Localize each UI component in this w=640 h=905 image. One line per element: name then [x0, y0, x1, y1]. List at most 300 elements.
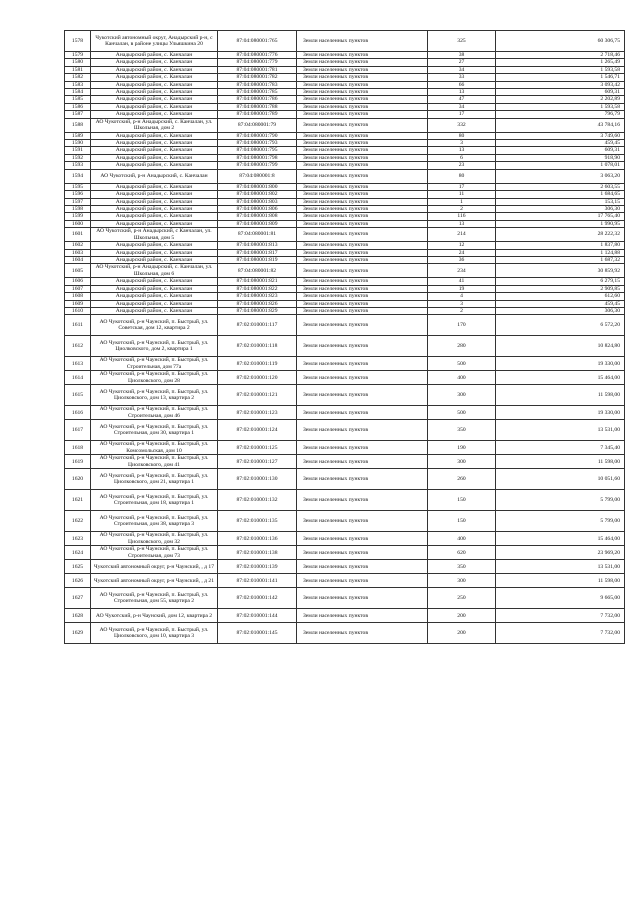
row-number-cell: 1618: [65, 441, 91, 455]
area-cell: 170: [428, 315, 496, 336]
address-cell: АО Чукотский, р-н Чаунский, п. Быстрый, ул. Советская, дом 12, квартира 2: [91, 315, 218, 336]
area-cell: 300: [428, 574, 496, 588]
cadastral-value-cell: 2 603,55: [496, 183, 625, 190]
cadastral-number-cell: 87:02:010001:125: [218, 441, 297, 455]
land-category-cell: Земли населенных пунктов: [297, 588, 428, 609]
cadastral-value-cell: 5 799,00: [496, 490, 625, 511]
area-cell: 34: [428, 103, 496, 110]
land-category-cell: Земли населенных пунктов: [297, 52, 428, 59]
address-cell: Анадырский район, с. Канчалан: [91, 191, 218, 198]
cadastral-value-cell: 6 572,20: [496, 315, 625, 336]
table-row: [65, 278, 625, 285]
land-category-cell: Земли населенных пунктов: [297, 357, 428, 371]
land-category-cell: Земли населенных пунктов: [297, 147, 428, 154]
area-cell: 260: [428, 469, 496, 490]
address-cell: Анадырский район, с. Канчалан: [91, 59, 218, 66]
address-cell: АО Чукотский, р-н Чаунский, п. Быстрый, ул. Циолковского, дом 32: [91, 532, 218, 546]
table-row: [65, 213, 625, 220]
table-row: [65, 256, 625, 263]
cadastral-value-cell: 1 078,01: [496, 162, 625, 169]
row-number-cell: 1622: [65, 511, 91, 532]
land-category-cell: Земли населенных пунктов: [297, 249, 428, 256]
area-cell: 19: [428, 285, 496, 292]
area-cell: 12: [428, 242, 496, 249]
area-cell: 36: [428, 256, 496, 263]
row-number-cell: 1608: [65, 293, 91, 300]
cadastral-number-cell: 87:04:080001:798: [218, 154, 297, 161]
area-cell: 620: [428, 546, 496, 560]
row-number-cell: 1590: [65, 140, 91, 147]
cadastral-value-cell: 1 546,71: [496, 74, 625, 81]
cadastral-number-cell: 87:04:080001:781: [218, 66, 297, 73]
table-row: [65, 511, 625, 532]
row-number-cell: 1609: [65, 300, 91, 307]
cadastral-value-cell: 28 222,32: [496, 228, 625, 242]
cadastral-number-cell: 87:04:080001:789: [218, 111, 297, 118]
row-number-cell: 1595: [65, 183, 91, 190]
row-number-cell: 1627: [65, 588, 91, 609]
address-cell: АО Чукотский, р-н Чаунский, п. Быстрый, ул. Комсомольская, дом 10: [91, 441, 218, 455]
address-cell: АО Чукотский, р-н Чаунский, п. Быстрый, ул. Строительная, дом 38, квартира 3: [91, 511, 218, 532]
cadastral-number-cell: 87:04:080001:813: [218, 242, 297, 249]
cadastral-number-cell: 87:02:010001:145: [218, 623, 297, 644]
row-number-cell: 1621: [65, 490, 91, 511]
row-number-cell: 1600: [65, 220, 91, 227]
cadastral-number-cell: 87:04:080001:829: [218, 307, 297, 314]
cadastral-number-cell: 87:02:010001:127: [218, 455, 297, 469]
address-cell: Анадырский район, с. Канчалан: [91, 278, 218, 285]
cadastral-value-cell: 43 784,16: [496, 118, 625, 132]
cadastral-number-cell: 87:04:080001:806: [218, 205, 297, 212]
area-cell: 300: [428, 455, 496, 469]
cadastral-number-cell: 87:02:010001:141: [218, 574, 297, 588]
cadastral-number-cell: 87:02:010001:144: [218, 609, 297, 623]
cadastral-value-cell: 1 990,95: [496, 220, 625, 227]
row-number-cell: 1620: [65, 469, 91, 490]
area-cell: 23: [428, 162, 496, 169]
land-category-cell: Земли населенных пунктов: [297, 220, 428, 227]
land-category-cell: Земли населенных пунктов: [297, 336, 428, 357]
cadastral-number-cell: 87:04:080001:782: [218, 74, 297, 81]
row-number-cell: 1603: [65, 249, 91, 256]
address-cell: АО Чукотский, р-н Чаунский, п. Быстрый, ул. Строительная, дом 46: [91, 406, 218, 420]
area-cell: 150: [428, 511, 496, 532]
area-cell: 11: [428, 191, 496, 198]
cadastral-value-cell: 7 732,00: [496, 623, 625, 644]
land-category-cell: Земли населенных пунктов: [297, 441, 428, 455]
land-category-cell: Земли населенных пунктов: [297, 198, 428, 205]
row-number-cell: 1588: [65, 118, 91, 132]
address-cell: АО Чукотский, р-н Чаунский, п. Быстрый, ул. Циолковского, дом 2, квартира 1: [91, 336, 218, 357]
address-cell: Анадырский район, с. Канчалан: [91, 89, 218, 96]
row-number-cell: 1625: [65, 560, 91, 574]
cadastral-number-cell: 87:02:010001:142: [218, 588, 297, 609]
address-cell: Анадырский район, с. Канчалан: [91, 293, 218, 300]
area-cell: 2: [428, 205, 496, 212]
cadastral-value-cell: 2 718,46: [496, 52, 625, 59]
cadastral-number-cell: 87:02:010001:123: [218, 406, 297, 420]
address-cell: Анадырский район, с. Канчалан: [91, 205, 218, 212]
area-cell: 41: [428, 278, 496, 285]
table-row: [65, 441, 625, 455]
cadastral-value-cell: 13 531,00: [496, 420, 625, 441]
address-cell: АО Чукотский, р-н Анадырский, с Канчалан, ул. Школьная, дом 5: [91, 228, 218, 242]
cadastral-number-cell: 87:02:010001:138: [218, 546, 297, 560]
table-row: [65, 588, 625, 609]
table-body: [65, 31, 625, 644]
address-cell: Анадырский район, с. Канчалан: [91, 198, 218, 205]
row-number-cell: 1614: [65, 371, 91, 385]
cadastral-number-cell: 87:04:080001:788: [218, 103, 297, 110]
address-cell: Анадырский район, с. Канчалан: [91, 220, 218, 227]
land-category-cell: Земли населенных пунктов: [297, 132, 428, 139]
cadastral-number-cell: 87:02:010001:124: [218, 420, 297, 441]
row-number-cell: 1624: [65, 546, 91, 560]
address-cell: АО Чукотский, р-н Чаунский, п. Быстрый, ул. Циолковского, дом 13, квартира 2: [91, 385, 218, 406]
table-row: [65, 469, 625, 490]
table-row: [65, 147, 625, 154]
cadastral-number-cell: 87:04:080001:82: [218, 264, 297, 278]
row-number-cell: 1579: [65, 52, 91, 59]
address-cell: Анадырский район, с. Канчалан: [91, 256, 218, 263]
area-cell: 350: [428, 560, 496, 574]
address-cell: Анадырский район, с. Канчалан: [91, 249, 218, 256]
land-category-cell: Земли населенных пунктов: [297, 205, 428, 212]
table-row: [65, 455, 625, 469]
land-category-cell: Земли населенных пунктов: [297, 213, 428, 220]
land-category-cell: Земли населенных пунктов: [297, 278, 428, 285]
land-category-cell: Земли населенных пунктов: [297, 371, 428, 385]
cadastral-value-cell: 796,79: [496, 111, 625, 118]
cadastral-number-cell: 87:02:010001:135: [218, 511, 297, 532]
row-number-cell: 1605: [65, 264, 91, 278]
cadastral-value-cell: 459,45: [496, 140, 625, 147]
cadastral-value-cell: 1 265,49: [496, 59, 625, 66]
address-cell: Анадырский район, с. Канчалан: [91, 52, 218, 59]
row-number-cell: 1607: [65, 285, 91, 292]
cadastral-number-cell: 87:04:080001:808: [218, 213, 297, 220]
table-row: [65, 336, 625, 357]
address-cell: АО Чукотский, р-н Чаунский, п. Быстрый, ул. Строительная, дом 30, квартира 1: [91, 420, 218, 441]
cadastral-number-cell: 87:02:010001:120: [218, 371, 297, 385]
cadastral-value-cell: 2 909,85: [496, 285, 625, 292]
land-category-cell: Земли населенных пунктов: [297, 183, 428, 190]
address-cell: Анадырский район, с. Канчалан: [91, 111, 218, 118]
row-number-cell: 1629: [65, 623, 91, 644]
cadastral-value-cell: 7 345,40: [496, 441, 625, 455]
cadastral-number-cell: 87:04:080001:817: [218, 249, 297, 256]
table-row: [65, 609, 625, 623]
area-cell: 150: [428, 490, 496, 511]
land-category-cell: Земли населенных пунктов: [297, 96, 428, 103]
table-row: [65, 140, 625, 147]
land-category-cell: Земли населенных пунктов: [297, 560, 428, 574]
land-category-cell: Земли населенных пунктов: [297, 66, 428, 73]
area-cell: 2: [428, 307, 496, 314]
land-plots-table: [64, 30, 625, 644]
cadastral-value-cell: 3 093,42: [496, 81, 625, 88]
row-number-cell: 1601: [65, 228, 91, 242]
row-number-cell: 1610: [65, 307, 91, 314]
cadastral-value-cell: 306,30: [496, 307, 625, 314]
cadastral-value-cell: 15 464,00: [496, 371, 625, 385]
table-row: [65, 118, 625, 132]
area-cell: 13: [428, 220, 496, 227]
cadastral-value-cell: 7 732,00: [496, 609, 625, 623]
land-category-cell: Земли населенных пунктов: [297, 256, 428, 263]
cadastral-value-cell: 19 330,00: [496, 406, 625, 420]
row-number-cell: 1606: [65, 278, 91, 285]
address-cell: Анадырский район, с. Канчалан: [91, 162, 218, 169]
row-number-cell: 1613: [65, 357, 91, 371]
cadastral-number-cell: 87:04:080001:800: [218, 183, 297, 190]
address-cell: АО Чукотский, р-н Чаунский, п. Быстрый, ул. Циолковского, дом 41: [91, 455, 218, 469]
area-cell: 80: [428, 132, 496, 139]
cadastral-number-cell: 87:02:010001:118: [218, 336, 297, 357]
cadastral-number-cell: 87:04:080001:802: [218, 191, 297, 198]
cadastral-value-cell: 5 799,00: [496, 511, 625, 532]
area-cell: 4: [428, 293, 496, 300]
land-category-cell: Земли населенных пунктов: [297, 315, 428, 336]
cadastral-value-cell: 10 051,60: [496, 469, 625, 490]
row-number-cell: 1596: [65, 191, 91, 198]
table-row: [65, 285, 625, 292]
row-number-cell: 1591: [65, 147, 91, 154]
table-row: [65, 96, 625, 103]
table-row: [65, 66, 625, 73]
table-row: [65, 169, 625, 183]
area-cell: 190: [428, 441, 496, 455]
area-cell: 400: [428, 371, 496, 385]
cadastral-value-cell: 3 063,20: [496, 169, 625, 183]
row-number-cell: 1597: [65, 198, 91, 205]
address-cell: Анадырский район, с. Канчалан: [91, 132, 218, 139]
land-category-cell: Земли населенных пунктов: [297, 191, 428, 198]
area-cell: 80: [428, 169, 496, 183]
area-cell: 332: [428, 118, 496, 132]
address-cell: Чукотский автономный округ, р-н Чаунский, , д 17: [91, 560, 218, 574]
table-row: [65, 490, 625, 511]
address-cell: Анадырский район, с. Канчалан: [91, 81, 218, 88]
table-row: [65, 198, 625, 205]
area-cell: 27: [428, 59, 496, 66]
cadastral-number-cell: 87:02:010001:121: [218, 385, 297, 406]
area-cell: 300: [428, 385, 496, 406]
table-row: [65, 574, 625, 588]
row-number-cell: 1593: [65, 162, 91, 169]
table-row: [65, 249, 625, 256]
cadastral-value-cell: 9 665,00: [496, 588, 625, 609]
address-cell: Чукотский автономный округ, р-н Чаунский, , д 21: [91, 574, 218, 588]
area-cell: 200: [428, 623, 496, 644]
land-category-cell: Земли населенных пунктов: [297, 81, 428, 88]
table-row: [65, 74, 625, 81]
row-number-cell: 1599: [65, 213, 91, 220]
cadastral-value-cell: 2 202,89: [496, 96, 625, 103]
address-cell: Анадырский район, с. Канчалан: [91, 285, 218, 292]
row-number-cell: 1616: [65, 406, 91, 420]
cadastral-number-cell: 87:02:010001:130: [218, 469, 297, 490]
address-cell: Анадырский район, с. Канчалан: [91, 147, 218, 154]
row-number-cell: 1587: [65, 111, 91, 118]
row-number-cell: 1623: [65, 532, 91, 546]
cadastral-number-cell: 87:04:080001:81: [218, 228, 297, 242]
table-row: [65, 89, 625, 96]
area-cell: 33: [428, 74, 496, 81]
cadastral-number-cell: 87:04:080001:819: [218, 256, 297, 263]
row-number-cell: 1585: [65, 96, 91, 103]
area-cell: 400: [428, 532, 496, 546]
area-cell: 200: [428, 609, 496, 623]
row-number-cell: 1578: [65, 31, 91, 52]
land-category-cell: Земли населенных пунктов: [297, 300, 428, 307]
cadastral-value-cell: 612,60: [496, 293, 625, 300]
cadastral-value-cell: 11 598,00: [496, 385, 625, 406]
area-cell: 38: [428, 52, 496, 59]
cadastral-value-cell: 6 279,15: [496, 278, 625, 285]
row-number-cell: 1598: [65, 205, 91, 212]
land-category-cell: Земли населенных пунктов: [297, 59, 428, 66]
area-cell: 234: [428, 264, 496, 278]
cadastral-number-cell: 87:04:080001:809: [218, 220, 297, 227]
address-cell: АО Чукотский, р-н Чаунский, п. Быстрый, ул. Строительная, дом 77а: [91, 357, 218, 371]
area-cell: 500: [428, 406, 496, 420]
cadastral-number-cell: 87:02:010001:119: [218, 357, 297, 371]
area-cell: 47: [428, 96, 496, 103]
address-cell: АО Чукотский, р-н Чаунский, п. Быстрый, ул. Строительная, дом 18, квартира 1: [91, 490, 218, 511]
table-row: [65, 52, 625, 59]
row-number-cell: 1611: [65, 315, 91, 336]
cadastral-number-cell: 87:04:080001:783: [218, 81, 297, 88]
address-cell: Анадырский район, с. Канчалан: [91, 74, 218, 81]
table-row: [65, 103, 625, 110]
row-number-cell: 1626: [65, 574, 91, 588]
land-category-cell: Земли населенных пунктов: [297, 242, 428, 249]
table-row: [65, 111, 625, 118]
table-row: [65, 228, 625, 242]
table-row: [65, 59, 625, 66]
address-cell: АО Чукотский, р-н Чаунский, п. Быстрый, ул. Циолковского, дом 21, квартира 1: [91, 469, 218, 490]
cadastral-value-cell: 153,15: [496, 198, 625, 205]
land-category-cell: Земли населенных пунктов: [297, 264, 428, 278]
area-cell: 3: [428, 140, 496, 147]
address-cell: АО Чукотский, р-н Чаунский, п. Быстрый, ул. Строительная, дом 55, квартира 2: [91, 588, 218, 609]
table-row: [65, 31, 625, 52]
row-number-cell: 1617: [65, 420, 91, 441]
table-row: [65, 385, 625, 406]
cadastral-number-cell: 87:04:080001:785: [218, 89, 297, 96]
land-category-cell: Земли населенных пунктов: [297, 406, 428, 420]
row-number-cell: 1584: [65, 89, 91, 96]
row-number-cell: 1615: [65, 385, 91, 406]
area-cell: 280: [428, 336, 496, 357]
address-cell: АО Чукотский, р-н Чаунский, п. Быстрый, ул. Циолковского, дом 28: [91, 371, 218, 385]
area-cell: 500: [428, 357, 496, 371]
row-number-cell: 1604: [65, 256, 91, 263]
land-category-cell: Земли населенных пунктов: [297, 307, 428, 314]
land-registry-document: [64, 30, 624, 644]
row-number-cell: 1582: [65, 74, 91, 81]
cadastral-number-cell: 87:04:080001:8: [218, 169, 297, 183]
land-category-cell: Земли населенных пунктов: [297, 490, 428, 511]
land-category-cell: Земли населенных пунктов: [297, 511, 428, 532]
row-number-cell: 1619: [65, 455, 91, 469]
table-row: [65, 205, 625, 212]
table-row: [65, 220, 625, 227]
table-row: [65, 293, 625, 300]
cadastral-value-cell: 918,90: [496, 154, 625, 161]
row-number-cell: 1592: [65, 154, 91, 161]
land-category-cell: Земли населенных пунктов: [297, 546, 428, 560]
address-cell: Анадырский район, с. Канчалан: [91, 154, 218, 161]
area-cell: 1: [428, 198, 496, 205]
cadastral-value-cell: 17 765,40: [496, 213, 625, 220]
address-cell: Анадырский район, с. Канчалан: [91, 300, 218, 307]
address-cell: Чукотский автономный округ, Анадырский р-н, с Канчалан, в районе улицы Ульяшкина 20: [91, 31, 218, 52]
area-cell: 34: [428, 66, 496, 73]
land-category-cell: Земли населенных пунктов: [297, 74, 428, 81]
cadastral-value-cell: 15 464,00: [496, 532, 625, 546]
address-cell: АО Чукотский, р-н Анадырский, с. Канчалан, ул. Школьная, дом 2: [91, 118, 218, 132]
area-cell: 250: [428, 588, 496, 609]
land-category-cell: Земли населенных пунктов: [297, 532, 428, 546]
table-row: [65, 183, 625, 190]
cadastral-number-cell: 87:04:080001:799: [218, 162, 297, 169]
area-cell: 214: [428, 228, 496, 242]
area-cell: 66: [428, 81, 496, 88]
cadastral-value-cell: 1 124,88: [496, 249, 625, 256]
cadastral-number-cell: 87:04:080001:826: [218, 300, 297, 307]
land-category-cell: Земли населенных пунктов: [297, 154, 428, 161]
cadastral-value-cell: 30 859,92: [496, 264, 625, 278]
cadastral-value-cell: 306,30: [496, 205, 625, 212]
land-category-cell: Земли населенных пунктов: [297, 623, 428, 644]
cadastral-number-cell: 87:04:080001:786: [218, 96, 297, 103]
address-cell: АО Чукотский, р-н Чаунский, п. Быстрый, ул. Строительная, дом 73: [91, 546, 218, 560]
cadastral-value-cell: 11 598,00: [496, 455, 625, 469]
address-cell: АО Чукотский, р-н Чаунский, дом 12, квартира 2: [91, 609, 218, 623]
row-number-cell: 1581: [65, 66, 91, 73]
land-category-cell: Земли населенных пунктов: [297, 103, 428, 110]
cadastral-value-cell: 11 598,00: [496, 574, 625, 588]
land-category-cell: Земли населенных пунктов: [297, 228, 428, 242]
table-row: [65, 154, 625, 161]
table-row: [65, 532, 625, 546]
address-cell: Анадырский район, с. Канчалан: [91, 307, 218, 314]
table-row: [65, 357, 625, 371]
cadastral-number-cell: 87:04:080001:793: [218, 140, 297, 147]
table-row: [65, 264, 625, 278]
table-row: [65, 162, 625, 169]
address-cell: Анадырский район, с. Канчалан: [91, 96, 218, 103]
land-category-cell: Земли населенных пунктов: [297, 469, 428, 490]
area-cell: 6: [428, 154, 496, 161]
cadastral-value-cell: 10 824,80: [496, 336, 625, 357]
cadastral-number-cell: 87:02:010001:139: [218, 560, 297, 574]
row-number-cell: 1628: [65, 609, 91, 623]
area-cell: 13: [428, 89, 496, 96]
area-cell: 24: [428, 249, 496, 256]
area-cell: 325: [428, 31, 496, 52]
cadastral-value-cell: 1 687,32: [496, 256, 625, 263]
address-cell: АО Чукотский, р-н Анадырский, с. Канчалан, ул. Школьная, дом 6: [91, 264, 218, 278]
cadastral-number-cell: 87:04:080001:795: [218, 147, 297, 154]
land-category-cell: Земли населенных пунктов: [297, 293, 428, 300]
area-cell: 350: [428, 420, 496, 441]
row-number-cell: 1580: [65, 59, 91, 66]
land-category-cell: Земли населенных пунктов: [297, 111, 428, 118]
cadastral-value-cell: 19 330,00: [496, 357, 625, 371]
